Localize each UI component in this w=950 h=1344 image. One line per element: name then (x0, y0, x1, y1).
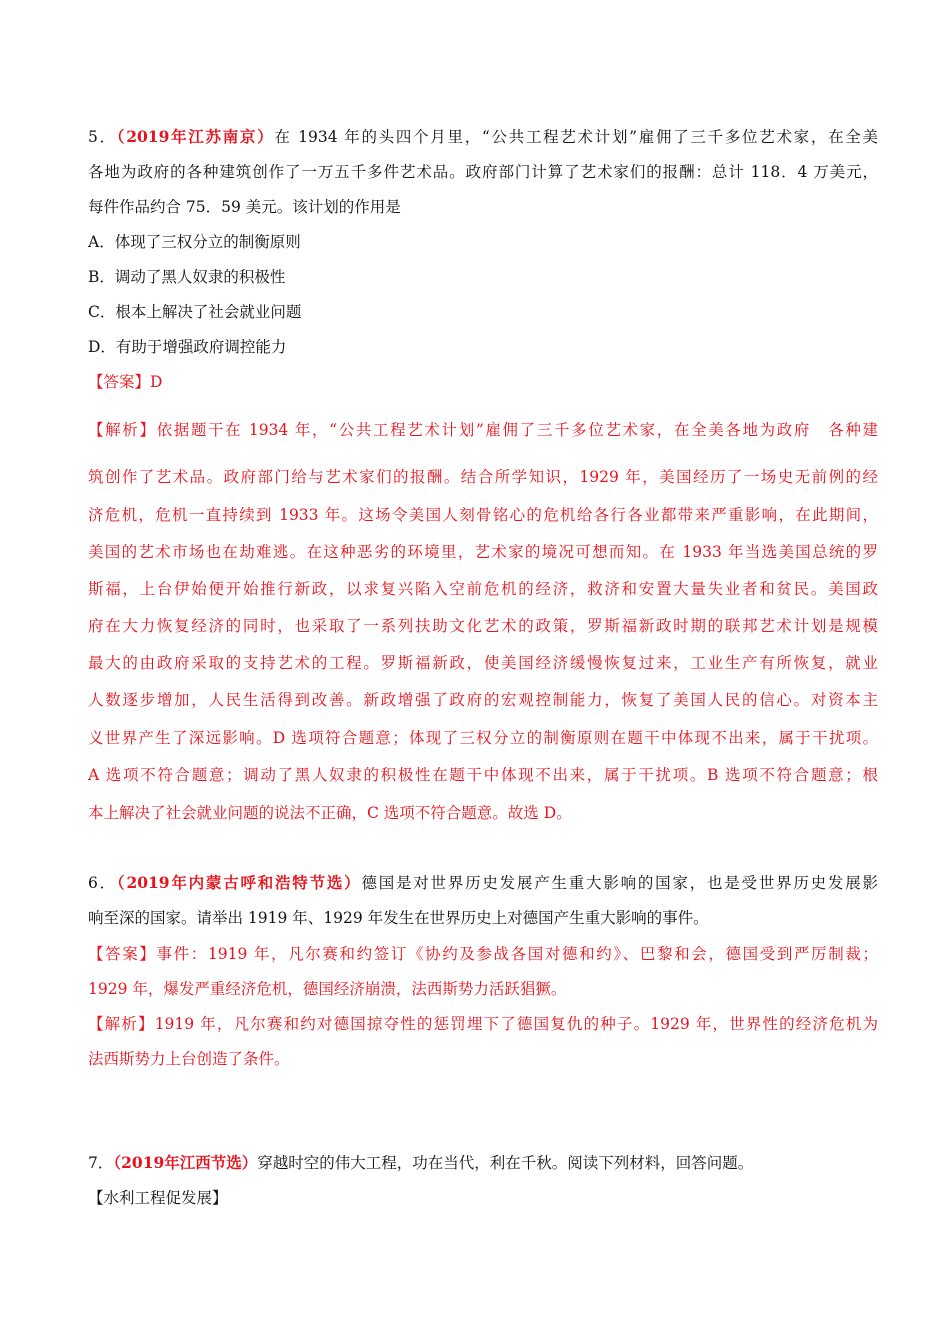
q6-answer-line-2: 1929 年，爆发严重经济危机，德国经济崩溃，法西斯势力活跃猖獗。 (88, 980, 567, 998)
q5-analysis-line-4: 美国的艺术市场也在劫难逃。在这种恶劣的环境里，艺术家的境况可想而知。在 1933 年当选美国总统的罗 (88, 543, 878, 561)
q6-answer-line-1: 【答案】事件：1919 年，凡尔赛和约签订《协约及参战各国对德和约》、巴黎和会，德国受到严厉制裁； (88, 945, 878, 963)
q5-stem-line-1: 5．（2019年江苏南京）在 1934 年的头四个月里，“公共工程艺术计划”雇佣了三千多位艺术家，在全美 (88, 127, 878, 146)
q7-section-heading: 【水利工程促发展】 (88, 1189, 228, 1207)
q6-stem-line-2: 响至深的国家。请举出 1919 年、1929 年发生在世界历史上对德国产生重大影响的事件。 (88, 909, 709, 927)
q5-analysis-line-5: 斯福，上台伊始便开始推行新政，以求复兴陷入空前危机的经济，救济和安置大量失业者和贫民。美国政 (88, 580, 878, 598)
q5-analysis-line-1: 【解析】依据题干在 1934 年，“公共工程艺术计划”雇佣了三千多位艺术家，在全美各地为政府 各种建 (88, 421, 878, 439)
q6-source: （2019年内蒙古呼和浩特节选） (116, 873, 362, 892)
q5-option-b: B．调动了黑人奴隶的积极性 (88, 268, 286, 286)
q7-source: （2019年江西节选） (113, 1153, 258, 1172)
q6-analysis-line-2: 法西斯势力上台创造了条件。 (88, 1050, 290, 1068)
q6-analysis-line-1: 【解析】1919 年，凡尔赛和约对德国掠夺性的惩罚埋下了德国复仇的种子。1929 年，世界性的经济危机为 (88, 1015, 878, 1033)
q5-analysis-line-9: 义世界产生了深远影响。D 选项符合题意；体现了三权分立的制衡原则在题干中体现不出来，属于干扰项。 (88, 729, 878, 747)
q5-analysis-line-11: 本上解决了社会就业问题的说法不正确，C 选项不符合题意。故选 D。 (88, 804, 572, 822)
q5-source: （2019年江苏南京） (116, 127, 275, 146)
q5-analysis-line-3: 济危机，危机一直持续到 1933 年。这场令美国人刻骨铭心的危机给各行各业都带来严重影响，在此期间， (88, 506, 878, 524)
q5-option-d: D．有助于增强政府调控能力 (88, 338, 287, 356)
q5-stem-line-3: 每件作品约合 75．59 美元。该计划的作用是 (88, 198, 401, 216)
q6-stem-line-1: 6．（2019年内蒙古呼和浩特节选）德国是对世界历史发展产生重大影响的国家，也是受世界历史发展影 (88, 873, 878, 892)
q5-analysis-line-10: A 选项不符合题意；调动了黑人奴隶的积极性在题干中体现不出来，属于干扰项。B 选项不符合题意；根 (88, 766, 878, 784)
q5-option-c: C．根本上解决了社会就业问题 (88, 303, 302, 321)
q5-option-a: A．体现了三权分立的制衡原则 (88, 233, 301, 251)
q5-analysis-line-7: 最大的由政府采取的支持艺术的工程。罗斯福新政，使美国经济缓慢恢复过来，工业生产有所恢复，就业 (88, 654, 878, 672)
q5-analysis-line-6: 府在大力恢复经济的同时，也采取了一系列扶助文化艺术的政策，罗斯福新政时期的联邦艺术计划是规模 (88, 617, 878, 635)
q5-analysis-line-2: 筑创作了艺术品。政府部门给与艺术家们的报酬。结合所学知识，1929 年，美国经历了一场史无前例的经 (88, 468, 878, 486)
q5-answer: 【答案】D (88, 373, 163, 391)
q5-analysis-line-8: 人数逐步增加，人民生活得到改善。新政增强了政府的宏观控制能力，恢复了美国人民的信心。对资本主 (88, 691, 878, 709)
q5-stem-line-2: 各地为政府的各种建筑创作了一万五千多件艺术品。政府部门计算了艺术家们的报酬：总计 118．4 万美元， (88, 163, 878, 181)
q7-stem: 7．（2019年江西节选）穿越时空的伟大工程，功在当代，利在千秋。阅读下列材料，回答问题。 (88, 1153, 754, 1172)
